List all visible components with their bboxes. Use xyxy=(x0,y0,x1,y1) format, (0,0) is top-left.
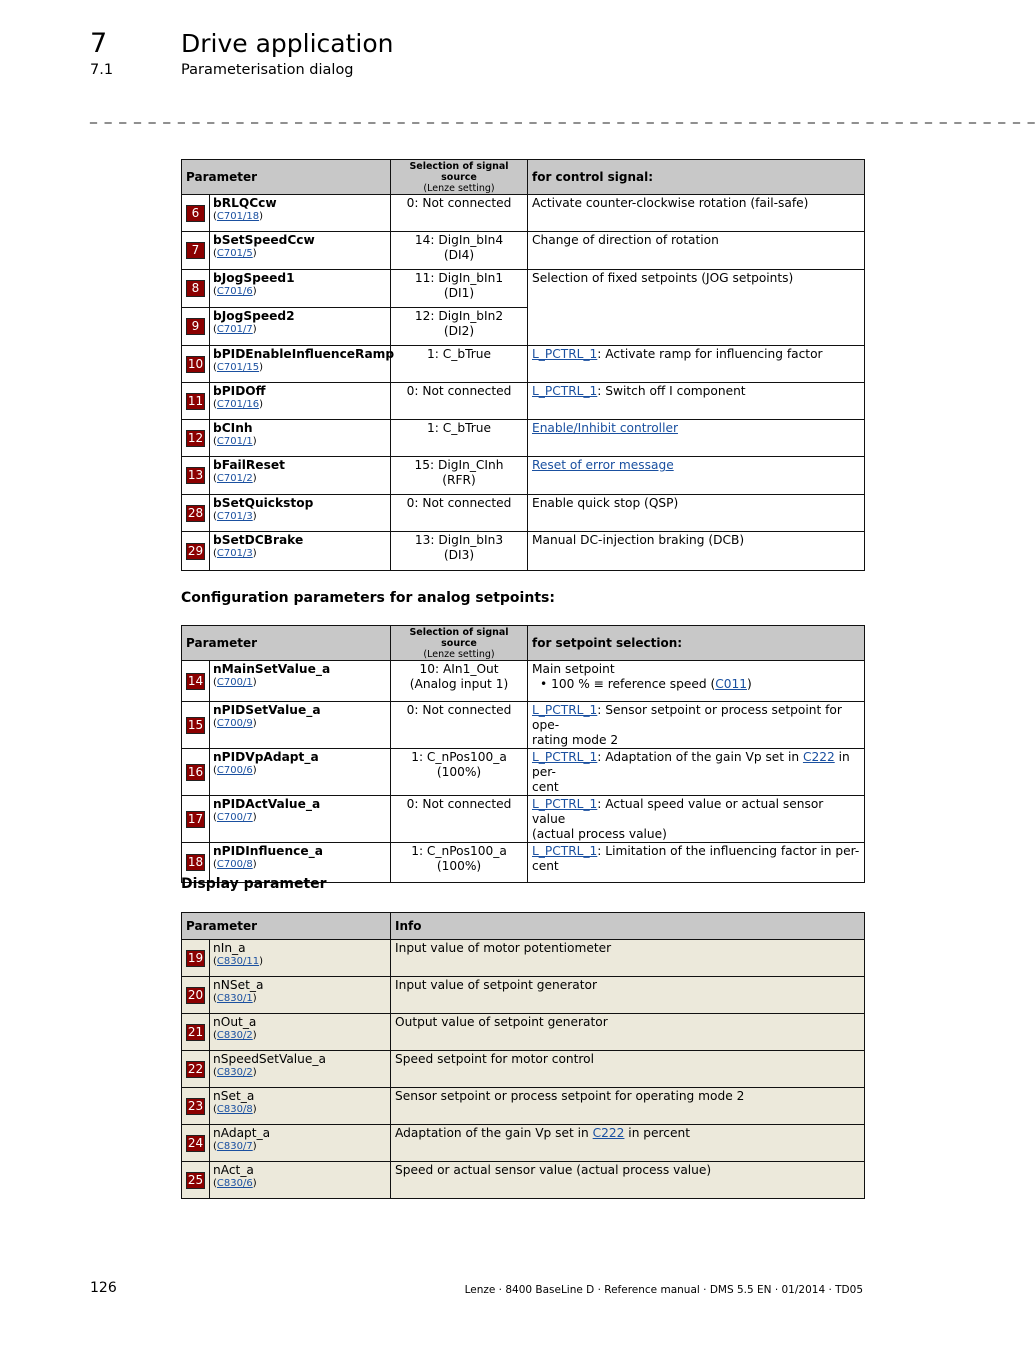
param-info: Output value of setpoint generator xyxy=(391,1014,865,1051)
header-parameter: Parameter xyxy=(182,626,391,661)
code-link[interactable]: C830/8 xyxy=(216,1104,253,1115)
code-link[interactable]: C830/11 xyxy=(216,956,260,967)
row-number-badge: 14 xyxy=(187,673,204,688)
table-row: 29 bSetDCBrake (C701/3) 13: DigIn_bIn3 (DI3) Manual DC-injection braking (DCB) xyxy=(182,532,865,571)
row-number-badge: 29 xyxy=(187,543,204,558)
info-link[interactable]: C011 xyxy=(715,677,748,691)
table-row: 13 bFailReset (C701/2) 15: DigIn_CInh (RFR) Reset of error message xyxy=(182,457,865,495)
row-number-badge: 24 xyxy=(187,1135,204,1150)
table-row: 10 bPIDEnableInfluenceRamp (C701/15) 1: C_bTrue L_PCTRL_1: Activate ramp for influencing factor xyxy=(182,346,865,383)
param-info: Input value of setpoint generator xyxy=(391,977,865,1014)
info-link[interactable]: C222 xyxy=(592,1126,625,1140)
row-number-badge: 22 xyxy=(187,1061,204,1076)
signal-info: Enable quick stop (QSP) xyxy=(528,495,865,532)
param-name: nMainSetValue_a xyxy=(213,662,331,676)
row-number-badge: 21 xyxy=(187,1024,204,1039)
setpoint-selection-table xyxy=(181,625,865,883)
code-link[interactable]: C701/2 xyxy=(216,473,253,484)
row-number-badge: 6 xyxy=(186,205,205,222)
param-info: Speed or actual sensor value (actual process value) xyxy=(391,1162,865,1199)
param-name: bFailReset xyxy=(213,458,285,472)
param-name: nPIDActValue_a xyxy=(213,797,321,811)
code-link[interactable]: C700/6 xyxy=(216,765,253,776)
document-info: Lenze · 8400 BaseLine D · Reference manual · DMS 5.5 EN · 01/2014 · TD05 xyxy=(464,1284,863,1296)
header-signal-source: Selection of signal source (Lenze setting) xyxy=(391,626,528,661)
signal-source: 1: C_nPos100_a (100%) xyxy=(391,843,528,883)
param-name: nAct_a xyxy=(213,1163,254,1177)
code-link[interactable]: C830/6 xyxy=(216,1178,253,1189)
table-header-row xyxy=(182,913,865,940)
row-number-badge: 20 xyxy=(187,987,204,1002)
signal-info: L_PCTRL_1: Switch off I component xyxy=(528,383,865,420)
row-number-badge: 7 xyxy=(186,242,205,259)
param-name: bSetQuickstop xyxy=(213,496,314,510)
param-name: nPIDVpAdapt_a xyxy=(213,750,319,764)
row-number-badge: 8 xyxy=(186,280,205,297)
info-link[interactable]: L_PCTRL_1 xyxy=(532,384,598,398)
param-name: bPIDEnableInfluenceRamp xyxy=(213,347,395,361)
section-number: 7.1 xyxy=(90,62,114,78)
row-number-badge: 16 xyxy=(187,764,204,779)
table-row: 18 nPIDInfluence_a (C700/8) 1: C_nPos100_a (100%) L_PCTRL_1: Limitation of the influencing factor in per- cent xyxy=(182,843,865,883)
table-row: 19 nIn_a (C830/11) Input value of motor potentiometer xyxy=(182,940,865,977)
param-name: nPIDInfluence_a xyxy=(213,844,323,858)
code-link[interactable]: C701/6 xyxy=(216,286,253,297)
signal-info: Manual DC-injection braking (DCB) xyxy=(528,532,865,571)
row-number-badge: 12 xyxy=(187,430,204,445)
chapter-title: Drive application xyxy=(181,29,394,58)
signal-info: L_PCTRL_1: Activate ramp for influencing factor xyxy=(528,346,865,383)
signal-source: 1: C_bTrue xyxy=(391,346,528,383)
param-info: Sensor setpoint or process setpoint for operating mode 2 xyxy=(391,1088,865,1125)
row-number-badge: 15 xyxy=(187,717,204,732)
row-number-badge: 13 xyxy=(187,468,204,482)
table-row: 28 bSetQuickstop (C701/3) 0: Not connected Enable quick stop (QSP) xyxy=(182,495,865,532)
signal-source: 0: Not connected xyxy=(391,383,528,420)
param-name: bJogSpeed1 xyxy=(213,271,295,285)
param-name: bJogSpeed2 xyxy=(213,309,295,323)
row-number-badge: 10 xyxy=(187,356,204,371)
heading-analog-setpoints: Configuration parameters for analog setpoints: xyxy=(181,590,555,606)
code-link[interactable]: C701/18 xyxy=(216,211,260,222)
row-number-badge: 18 xyxy=(187,855,204,869)
table-row: 25 nAct_a (C830/6) Speed or actual sensor value (actual process value) xyxy=(182,1162,865,1199)
signal-info xyxy=(528,457,865,495)
signal-source: 11: DigIn_bIn1 (DI1) xyxy=(391,270,528,308)
setpoint-info: L_PCTRL_1: Limitation of the influencing factor in per- cent xyxy=(528,843,865,883)
param-name: bSetDCBrake xyxy=(213,533,304,547)
param-name: bPIDOff xyxy=(213,384,266,398)
table-row: 15 nPIDSetValue_a (C700/9) 0: Not connected L_PCTRL_1: Sensor setpoint or process setpoint for ope- rating mode 2 xyxy=(182,702,865,749)
signal-source: 12: DigIn_bIn2 (DI2) xyxy=(391,308,528,346)
code-link[interactable]: C700/8 xyxy=(216,859,253,870)
signal-source: 0: Not connected xyxy=(391,495,528,532)
code-link[interactable]: C830/1 xyxy=(216,993,253,1004)
code-link[interactable]: C701/3 xyxy=(216,548,253,559)
param-info: Speed setpoint for motor control xyxy=(391,1051,865,1088)
setpoint-info: L_PCTRL_1: Sensor setpoint or process setpoint for ope- rating mode 2 xyxy=(528,702,865,749)
row-number-badge: 25 xyxy=(187,1172,204,1187)
display-parameter-table xyxy=(181,912,865,1199)
info-link[interactable]: Enable/Inhibit controller xyxy=(532,421,678,435)
param-name: nSpeedSetValue_a xyxy=(213,1052,326,1066)
heading-display-parameter: Display parameter xyxy=(181,876,327,892)
signal-info: Activate counter-clockwise rotation (fail-safe) xyxy=(528,195,865,232)
code-link[interactable]: C700/9 xyxy=(216,718,253,729)
setpoint-info: Main setpoint • 100 % ≡ reference speed (C011) xyxy=(528,661,865,702)
info-link[interactable]: Reset of error message xyxy=(532,458,674,472)
code-link[interactable]: C830/2 xyxy=(216,1030,253,1041)
header-setpoint-selection: for setpoint selection: xyxy=(528,626,865,661)
header-info: Info xyxy=(391,913,865,940)
param-name: bSetSpeedCcw xyxy=(213,233,315,247)
row-number-badge: 23 xyxy=(187,1098,204,1113)
signal-source: 0: Not connected xyxy=(391,796,528,843)
header-parameter: Parameter xyxy=(182,160,391,195)
row-number-badge: 11 xyxy=(187,393,204,408)
signal-source: 0: Not connected xyxy=(391,195,528,232)
code-link[interactable]: C701/15 xyxy=(216,362,260,373)
code-link[interactable]: C700/7 xyxy=(216,812,253,823)
row-number-badge: 9 xyxy=(186,318,205,335)
code-link[interactable]: C701/3 xyxy=(216,511,253,522)
param-name: nIn_a xyxy=(213,941,246,955)
table-header-row xyxy=(182,160,865,195)
info-link[interactable]: L_PCTRL_1 xyxy=(532,347,598,361)
signal-info: Change of direction of rotation xyxy=(528,232,865,270)
code-link[interactable]: C701/5 xyxy=(216,248,253,259)
signal-source: 0: Not connected xyxy=(391,702,528,749)
table-row: 23 nSet_a (C830/8) Sensor setpoint or process setpoint for operating mode 2 xyxy=(182,1088,865,1125)
param-name: nSet_a xyxy=(213,1089,255,1103)
header-signal-source: Selection of signal source (Lenze setting) xyxy=(391,160,528,195)
code-link[interactable]: C830/2 xyxy=(216,1067,253,1078)
table-row: 16 nPIDVpAdapt_a (C700/6) 1: C_nPos100_a (100%) L_PCTRL_1: Adaptation of the gain Vp set in C222 in per- cent xyxy=(182,749,865,796)
param-name: nOut_a xyxy=(213,1015,257,1029)
row-number-badge: 17 xyxy=(187,811,204,826)
signal-source: 15: DigIn_CInh (RFR) xyxy=(391,457,528,495)
header-control-signal: for control signal: xyxy=(528,160,865,195)
row-number-badge: 19 xyxy=(187,950,204,965)
code-link[interactable]: C701/16 xyxy=(216,399,260,410)
table-row: 22 nSpeedSetValue_a (C830/2) Speed setpoint for motor control xyxy=(182,1051,865,1088)
table-header-row xyxy=(182,626,865,661)
info-link[interactable]: L_PCTRL_1 xyxy=(532,703,598,717)
code-link[interactable]: C701/1 xyxy=(216,436,253,447)
param-name: bRLQCcw xyxy=(213,196,277,210)
table-row: 20 nNSet_a (C830/1) Input value of setpoint generator xyxy=(182,977,865,1014)
info-link[interactable]: C222 xyxy=(802,750,835,764)
header-parameter: Parameter xyxy=(182,913,391,940)
table-row: 7 bSetSpeedCcw (C701/5) 14: DigIn_bIn4 (DI4) Change of direction of rotation xyxy=(182,232,865,270)
param-name: nAdapt_a xyxy=(213,1126,271,1140)
signal-source: 14: DigIn_bIn4 (DI4) xyxy=(391,232,528,270)
signal-info: Selection of fixed setpoints (JOG setpoints) xyxy=(528,270,865,346)
param-name: nNSet_a xyxy=(213,978,264,992)
table-row: 24 nAdapt_a (C830/7) Adaptation of the gain Vp set in C222 in percent xyxy=(182,1125,865,1162)
info-link[interactable]: L_PCTRL_1 xyxy=(532,750,598,764)
table-row: 9 bJogSpeed2 (C701/7) 12: DigIn_bIn2 (DI2) xyxy=(182,308,865,346)
code-link[interactable]: C701/7 xyxy=(216,324,253,335)
param-name: nPIDSetValue_a xyxy=(213,703,321,717)
signal-source: 1: C_nPos100_a (100%) xyxy=(391,749,528,796)
chapter-number: 7 xyxy=(90,28,108,59)
signal-source: 10: AIn1_Out (Analog input 1) xyxy=(391,661,528,702)
table-row: 12 bCInh (C701/1) 1: C_bTrue Enable/Inhibit controller xyxy=(182,420,865,457)
signal-info xyxy=(528,420,865,457)
page-number: 126 xyxy=(90,1280,117,1296)
info-link[interactable]: L_PCTRL_1 xyxy=(532,797,598,811)
header-separator: _ _ _ _ _ _ _ _ _ _ _ _ _ _ _ _ _ _ _ _ _ _ _ _ _ _ _ _ _ _ _ _ _ _ _ _ _ _ _ _ _ _ _ _ _ _ _ _ _ _ _ _ _ _ _ _ _ _ _ _ _ _ _ _ _ xyxy=(90,108,1036,124)
signal-source: 13: DigIn_bIn3 (DI3) xyxy=(391,532,528,571)
code-link[interactable]: C830/7 xyxy=(216,1141,253,1152)
info-link[interactable]: L_PCTRL_1 xyxy=(532,844,598,858)
param-info: Input value of motor potentiometer xyxy=(391,940,865,977)
param-name: bCInh xyxy=(213,421,253,435)
control-signal-table xyxy=(181,159,865,571)
section-title: Parameterisation dialog xyxy=(181,62,354,78)
table-row: 14 nMainSetValue_a (C700/1) 10: AIn1_Out (Analog input 1) Main setpoint • 100 % ≡ reference speed (C011) xyxy=(182,661,865,702)
table-row: 6 bRLQCcw (C701/18) 0: Not connected Activate counter-clockwise rotation (fail-safe) xyxy=(182,195,865,232)
table-row: 17 nPIDActValue_a (C700/7) 0: Not connected L_PCTRL_1: Actual speed value or actual sensor value (actual process value) xyxy=(182,796,865,843)
param-info: Adaptation of the gain Vp set in C222 in percent xyxy=(391,1125,865,1162)
code-link[interactable]: C700/1 xyxy=(216,677,253,688)
setpoint-info: L_PCTRL_1: Adaptation of the gain Vp set in C222 in per- cent xyxy=(528,749,865,796)
row-number-badge: 28 xyxy=(187,505,204,520)
table-row: 21 nOut_a (C830/2) Output value of setpoint generator xyxy=(182,1014,865,1051)
table-row: 11 bPIDOff (C701/16) 0: Not connected L_PCTRL_1: Switch off I component xyxy=(182,383,865,420)
table-row: 8 bJogSpeed1 (C701/6) 11: DigIn_bIn1 (DI1) Selection of fixed setpoints (JOG setpoints) xyxy=(182,270,865,308)
signal-source: 1: C_bTrue xyxy=(391,420,528,457)
setpoint-info: L_PCTRL_1: Actual speed value or actual sensor value (actual process value) xyxy=(528,796,865,843)
